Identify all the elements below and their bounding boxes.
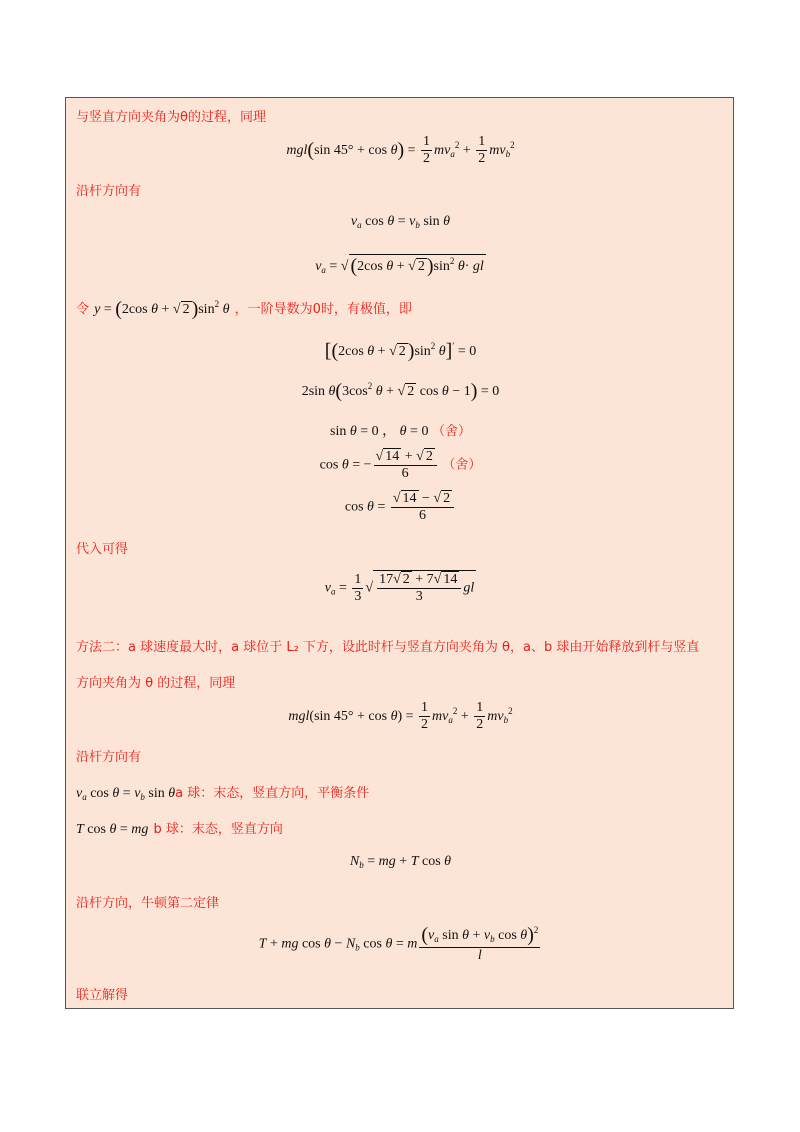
- normal-force-equation: $N_b$ = mg + T cos θ: [349, 854, 452, 870]
- method2-line2: 方向夹角为 θ 的过程，同理: [76, 676, 236, 691]
- root-cos-negative: cos θ = − $\frac{√ 14 + √ 2}{6}$ （舍）: [319, 449, 482, 482]
- root-sin-zero: sin θ = 0 ， θ = 0 （舍）: [330, 424, 471, 439]
- let-line: 令 y = (2cos θ + √ 2 )$\sin^2$ θ ，一阶导数为0时，有极值，即: [76, 298, 412, 320]
- solution-panel: [65, 97, 734, 1009]
- let-text: ，一阶导数为0时，有极值，即: [234, 302, 412, 317]
- along-rod-text-1: 沿杆方向有: [76, 184, 142, 199]
- b-ball-text: b 球：末态，竖直方向: [153, 822, 283, 837]
- a-ball-text: a 球：末态，竖直方向，平衡条件: [175, 786, 370, 801]
- solve-text: 联立解得: [76, 988, 129, 1003]
- reject-label-2: （舍）: [442, 457, 482, 473]
- intro-text: 与竖直方向夹角为θ的过程，同理: [76, 110, 266, 125]
- a-ball-line: $v_a$ $\cos \theta = v_b$ sin θa 球：末态，竖直方向，平衡条件: [76, 786, 370, 802]
- reject-label-1: （舍）: [431, 424, 471, 439]
- derivative-equation: [(2cos θ + √ 2 )$\sin^2$ θ]′ = 0: [324, 340, 477, 362]
- va-expression: $v_a$ = √ (2cos θ + √ 2 )$\sin^2$ θ· gl: [315, 255, 484, 277]
- root-cos-positive: cos θ = $\frac{√ 14 - √ 2}{6}$: [66, 490, 735, 524]
- method2-line1: 方法二：a 球速度最大时，a 球位于 L₂ 下方，设此时杆与竖直方向夹角为 θ，a、b 球由开始释放到杆与竖直: [76, 640, 700, 655]
- derivative-expanded: 2sin $\theta(3\cos^2$ θ + √ 2 cos θ − 1) = 0: [301, 380, 500, 402]
- energy-equation-2: mgl(sin 45° + cos θ) = $\frac{1}{2}$ $mv_a^2$ + $\frac{1}{2}$ $mv_b^2$: [288, 700, 513, 733]
- substitute-text: 代入可得: [76, 542, 129, 557]
- va-result: $v_a$ = $\frac{1}{3}$ √ $\frac{17√ 2 + 7√ 14}{3}$ gl: [324, 571, 475, 605]
- energy-equation-1: mgl(sin 45° + cos θ) = $\frac{1}{2}$ $mv_a^2$ + $\frac{1}{2}$ $mv_b^2$: [286, 134, 515, 167]
- along-rod-text-2: 沿杆方向有: [76, 750, 142, 765]
- newton-text: 沿杆方向，牛顿第二定律: [76, 896, 220, 911]
- b-ball-line: T cos θ = mg b 球：末态，竖直方向: [76, 822, 283, 837]
- newton-equation: T + mg $\cos \theta - N_b$ cos θ = m $\frac{(v_a \sin \theta + v_b \cos \theta)^2}{l}$: [258, 924, 539, 963]
- velocity-relation-1: $v_a$ $\cos \theta = v_b$ sin θ: [350, 214, 451, 230]
